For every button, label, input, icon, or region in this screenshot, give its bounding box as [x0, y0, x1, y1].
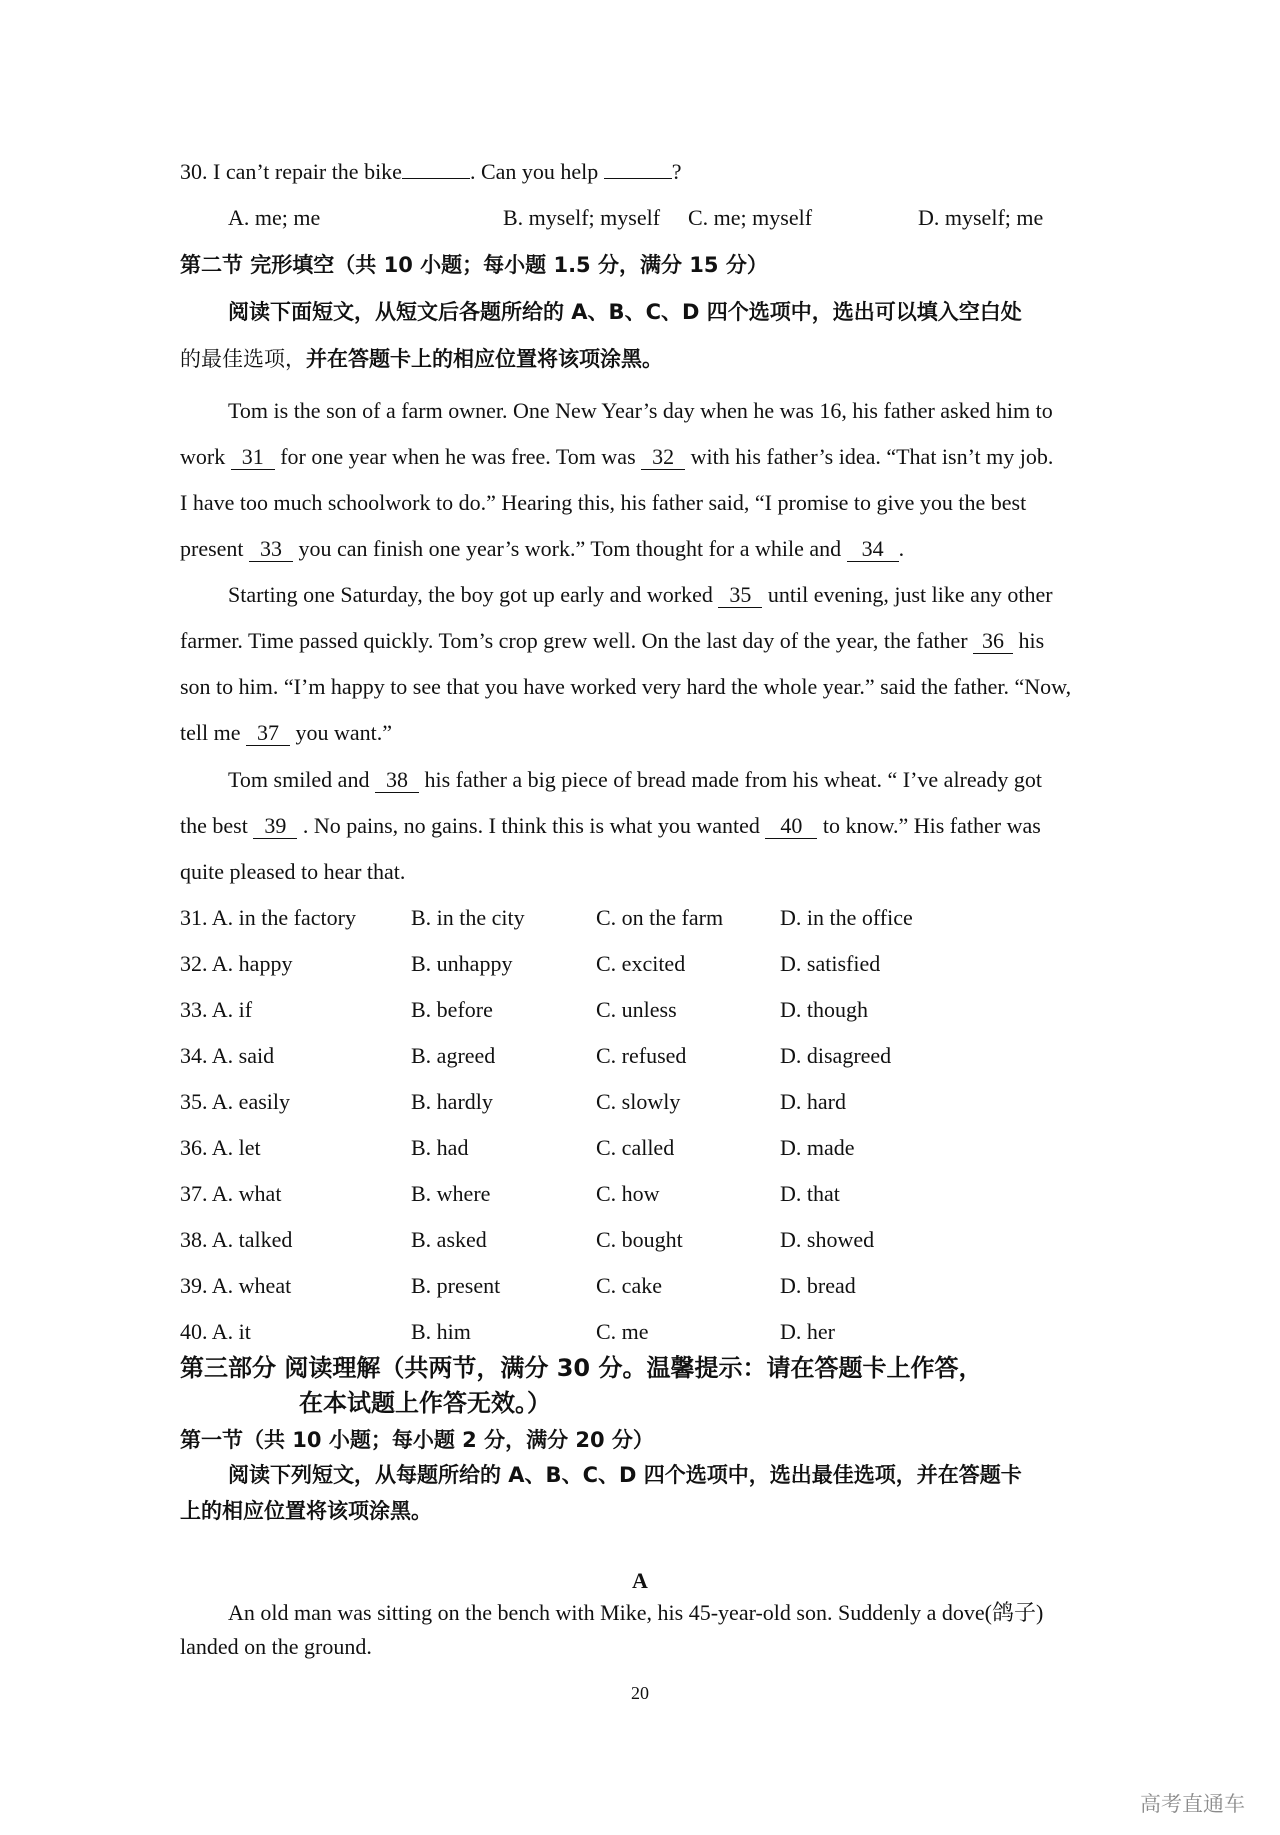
q33-option-c: C. unless	[596, 997, 677, 1022]
section2-instruction-2a: 的最佳选项，	[180, 347, 306, 371]
passage-text: tell me	[180, 720, 246, 745]
q38-option-c: C. bought	[596, 1227, 683, 1252]
q35-option-c: C. slowly	[596, 1089, 681, 1114]
q34-option-c: C. refused	[596, 1043, 687, 1068]
section2-instruction-2	[180, 344, 663, 374]
passage-text: . No pains, no gains. I think this is what you wanted	[297, 813, 766, 838]
q36-option-c: C. called	[596, 1135, 675, 1160]
passage-p3-line1	[228, 765, 1042, 795]
q33-option-d: D. though	[780, 997, 868, 1022]
q36-option-b: B. had	[411, 1135, 469, 1160]
passage-p2-line3: son to him. “I’m happy to see that you have worked very hard the whole year.” said the father. “Now,	[180, 674, 1072, 699]
q30-option-b: B. myself; myself	[503, 205, 661, 230]
q32-option-a: 32. A. happy	[180, 951, 293, 976]
passage-text: his father a big piece of bread made from his wheat. “ I’ve already got	[418, 767, 1043, 792]
q39-option-c: C. cake	[596, 1273, 662, 1298]
part3-title-line2: 在本试题上作答无效。）	[299, 1389, 551, 1417]
passage-text: present	[180, 536, 250, 561]
passage-text: you want.”	[289, 720, 393, 745]
q32-option-b: B. unhappy	[411, 951, 513, 976]
q36-option-a: 36. A. let	[180, 1135, 261, 1160]
cloze-blank-37: 37	[246, 721, 290, 746]
part3-instruction-2: 上的相应位置将该项涂黑。	[180, 1499, 432, 1523]
q37-option-c: C. how	[596, 1181, 660, 1206]
section2-title	[180, 250, 768, 280]
passage-text: his	[1013, 628, 1045, 653]
passage-text: the best	[180, 813, 254, 838]
q30-blank-2	[604, 178, 672, 179]
q32-option-c: C. excited	[596, 951, 686, 976]
passage-text: for one year when he was free. Tom was	[274, 444, 642, 469]
q31-option-c: C. on the farm	[596, 905, 724, 930]
q40-option-c: C. me	[596, 1319, 649, 1344]
passage-text: you can finish one year’s work.” Tom thought for a while and	[293, 536, 847, 561]
passage-text: Starting one Saturday, the boy got up early and worked	[228, 582, 719, 607]
section2-instruction-2b: 并在答题卡上的相应位置将该项涂黑。	[306, 347, 663, 371]
watermark: 高考直通车	[1140, 1792, 1245, 1816]
part3-instruction-1	[228, 1460, 1022, 1490]
q37-option-a: 37. A. what	[180, 1181, 282, 1206]
part3-instruction-1a: 阅读下列短文，从每题所给的 A、B、C、D 四个选项中，选出最佳选项，	[228, 1463, 917, 1487]
q32-option-d: D. satisfied	[780, 951, 881, 976]
q34-option-a: 34. A. said	[180, 1043, 275, 1068]
passage-text: .	[898, 536, 905, 561]
cloze-blank-31: 31	[231, 445, 275, 470]
q36-option-d: D. made	[780, 1135, 855, 1160]
passage-p2-line2	[180, 626, 1044, 656]
cloze-blank-40: 40	[765, 814, 817, 839]
passage-p1-line1: Tom is the son of a farm owner. One New Year’s day when he was 16, his father asked him to	[228, 398, 1053, 423]
part3-instruction-1b: 并在答题卡	[916, 1463, 1022, 1487]
part3-section1-title	[180, 1425, 654, 1455]
passage-p2-line4	[180, 718, 392, 748]
passage-a-heading: A	[632, 1568, 648, 1593]
passage-text: with his father’s idea. “That isn’t my job.	[685, 444, 1054, 469]
q33-option-a: 33. A. if	[180, 997, 253, 1022]
q31-option-b: B. in the city	[411, 905, 525, 930]
cloze-blank-35: 35	[718, 583, 762, 608]
cloze-blank-38: 38	[375, 768, 419, 793]
q30-stem	[180, 157, 682, 187]
q31-option-d: D. in the office	[780, 905, 913, 930]
passage-p3-line3: quite pleased to hear that.	[180, 859, 406, 884]
q38-option-d: D. showed	[780, 1227, 875, 1252]
q37-option-b: B. where	[411, 1181, 491, 1206]
q30-stem-text-a: 30. I can’t repair the bike	[180, 159, 402, 184]
q40-option-d: D. her	[780, 1319, 835, 1344]
section2-instruction-1: 阅读下面短文，从短文后各题所给的 A、B、C、D 四个选项中，选出可以填入空白处	[228, 300, 1022, 324]
q30-option-c: C. me; myself	[688, 205, 813, 230]
q39-option-b: B. present	[411, 1273, 501, 1298]
cloze-blank-32: 32	[641, 445, 685, 470]
q40-option-b: B. him	[411, 1319, 471, 1344]
q34-option-d: D. disagreed	[780, 1043, 892, 1068]
q39-option-d: D. bread	[780, 1273, 856, 1298]
q33-option-b: B. before	[411, 997, 493, 1022]
part3-section1-title-text: 第一节（共 10 小题；每小题 2 分，满分 20 分）	[180, 1428, 654, 1452]
section2-title-text: 第二节 完形填空（共 10 小题；每小题 1.5 分，满分 15 分）	[180, 253, 768, 277]
q31-option-a: 31. A. in the factory	[180, 905, 356, 930]
cloze-blank-36: 36	[973, 629, 1013, 654]
passage-text: Tom smiled and	[228, 767, 375, 792]
q35-option-a: 35. A. easily	[180, 1089, 290, 1114]
passage-p1-line3: I have too much schoolwork to do.” Hearing this, his father said, “I promise to give you the best	[180, 490, 1027, 515]
q39-option-a: 39. A. wheat	[180, 1273, 292, 1298]
passage-text: work	[180, 444, 231, 469]
q30-blank-1	[402, 178, 470, 179]
cloze-blank-34: 34	[847, 537, 899, 562]
passage-text: until evening, just like any other	[762, 582, 1053, 607]
q30-stem-text-b: . Can you help	[469, 159, 604, 184]
q35-option-d: D. hard	[780, 1089, 846, 1114]
q38-option-b: B. asked	[411, 1227, 487, 1252]
q30-option-a: A. me; me	[228, 205, 321, 230]
passage-p1-line4	[180, 534, 904, 564]
q40-option-a: 40. A. it	[180, 1319, 251, 1344]
passage-a-line1: An old man was sitting on the bench with Mike, his 45-year-old son. Suddenly a dove(鸽子)	[228, 1600, 1044, 1625]
cloze-blank-39: 39	[253, 814, 297, 839]
passage-text: farmer. Time passed quickly. Tom’s crop grew well. On the last day of the year, the father	[180, 628, 974, 653]
part3-title-line1: 第三部分 阅读理解（共两节，满分 30 分。温馨提示：请在答题卡上作答，	[180, 1354, 983, 1382]
q35-option-b: B. hardly	[411, 1089, 493, 1114]
q30-stem-text-c: ?	[671, 159, 682, 184]
passage-p1-line2	[180, 442, 1053, 472]
page-number: 20	[631, 1683, 649, 1703]
cloze-blank-33: 33	[249, 537, 293, 562]
q30-option-d: D. myself; me	[918, 205, 1044, 230]
q37-option-d: D. that	[780, 1181, 840, 1206]
passage-text: to know.” His father was	[817, 813, 1041, 838]
passage-p3-line2	[180, 811, 1041, 841]
q38-option-a: 38. A. talked	[180, 1227, 293, 1252]
passage-a-line2: landed on the ground.	[180, 1634, 372, 1659]
passage-p2-line1	[228, 580, 1053, 610]
q34-option-b: B. agreed	[411, 1043, 496, 1068]
